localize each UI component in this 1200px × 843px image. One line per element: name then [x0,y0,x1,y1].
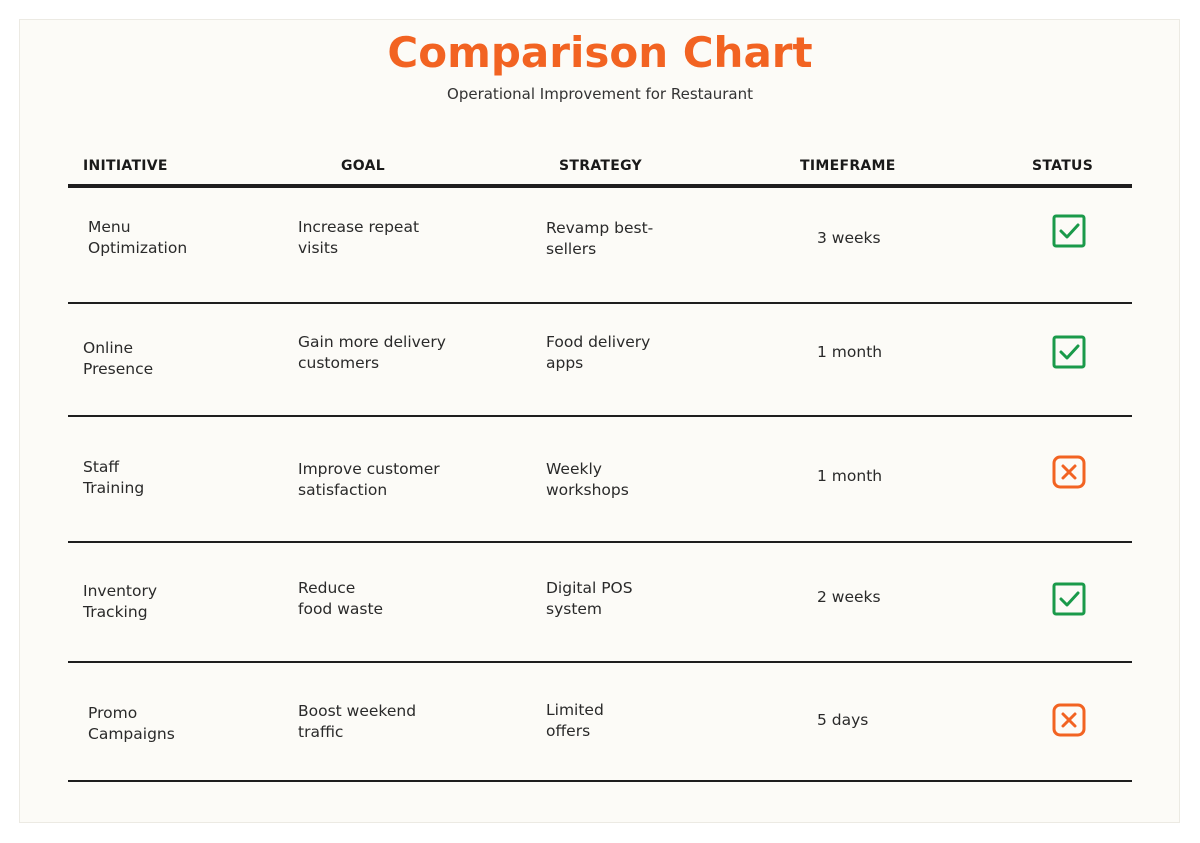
strategy-cell: Revamp best- sellers [546,219,654,258]
header-goal: GOAL [341,158,385,174]
initiative-cell: Inventory Tracking [83,582,158,621]
initiative-cell: Menu Optimization [88,218,188,257]
timeframe-cell: 3 weeks [817,229,881,247]
initiative-cell: Promo Campaigns [88,704,175,743]
check-icon [1052,582,1086,616]
goal-cell: Reduce food waste [298,579,384,618]
timeframe-cell: 2 weeks [817,588,881,606]
timeframe-cell: 1 month [817,343,883,361]
x-icon [1052,703,1086,737]
header-timeframe: TIMEFRAME [800,158,896,174]
goal-cell: Gain more delivery customers [298,333,446,372]
check-icon [1052,214,1086,248]
page-subtitle: Operational Improvement for Restaurant [447,85,753,103]
row-divider [68,302,1132,304]
table-bottom-rule [68,780,1132,782]
initiative-cell: Staff Training [83,458,145,497]
strategy-cell: Weekly workshops [546,460,629,499]
strategy-cell: Limited offers [546,701,604,740]
initiative-cell: Online Presence [83,339,154,378]
header-divider [68,184,1132,188]
header-initiative: INITIATIVE [83,158,168,174]
goal-cell: Boost weekend traffic [298,702,417,741]
check-icon [1052,335,1086,369]
goal-cell: Improve customer satisfaction [298,460,440,499]
timeframe-cell: 1 month [817,467,883,485]
page-title: Comparison Chart [387,28,813,77]
timeframe-cell: 5 days [817,711,869,729]
goal-cell: Increase repeat visits [298,218,420,257]
header-strategy: STRATEGY [559,158,642,174]
row-divider [68,661,1132,663]
row-divider [68,541,1132,543]
x-icon [1052,455,1086,489]
strategy-cell: Food delivery apps [546,333,651,372]
header-status: STATUS [1032,158,1094,174]
strategy-cell: Digital POS system [546,579,633,618]
row-divider [68,415,1132,417]
